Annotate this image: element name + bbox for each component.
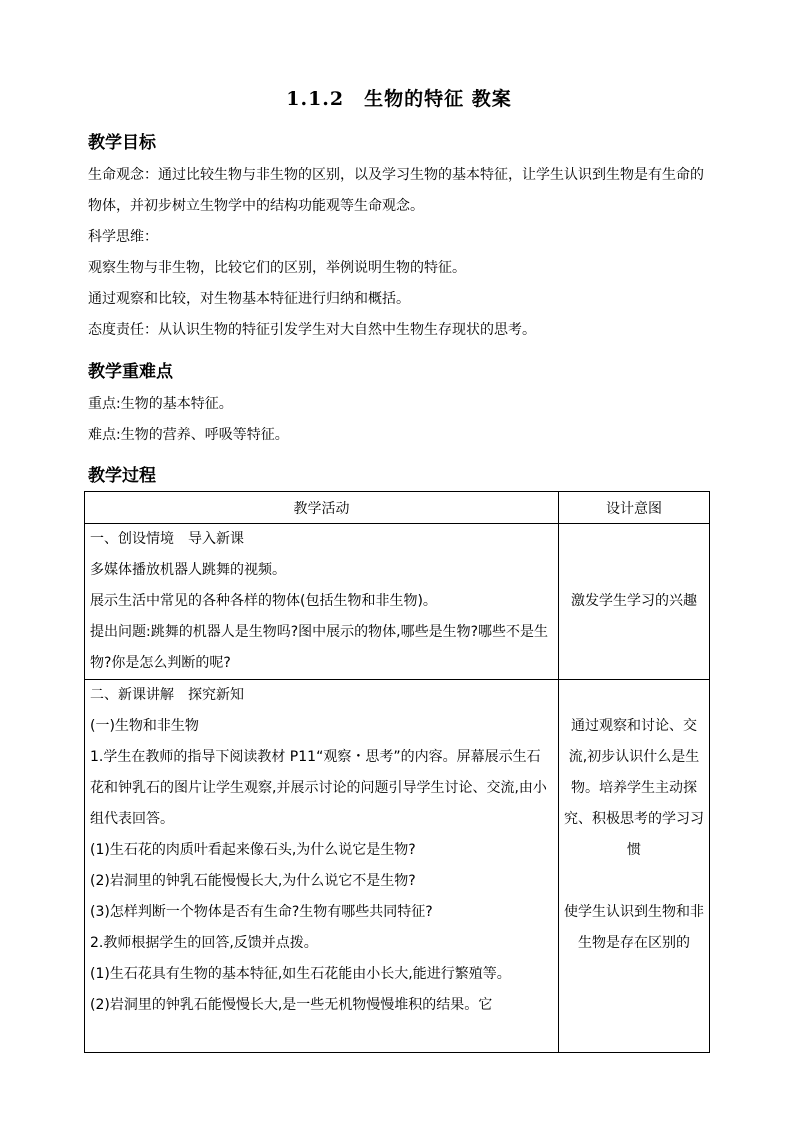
activity-line: 2.教师根据学生的回答,反馈并点拨。 xyxy=(90,935,318,951)
activity-line: (1)生石花的肉质叶看起来像石头,为什么说它是生物? xyxy=(90,842,416,858)
activity-line: 二、新课讲解 探究新知 xyxy=(90,687,244,703)
activity-line: 1.学生在教师的指导下阅读教材 P11“观察・思考”的内容。屏幕展示生石花和钟乳石的图片让学生观察,并展示讨论的问题引导学生讨论、交流,由小组代表回答。 xyxy=(90,749,547,827)
header-teaching-activity: 教学活动 xyxy=(85,492,559,524)
activity-line: (1)生石花具有生物的基本特征,如生石花能由小长大,能进行繁殖等。 xyxy=(90,966,511,982)
heading-teaching-goals: 教学目标 xyxy=(88,133,156,153)
goal-paragraph-2: 科学思维： xyxy=(88,229,158,245)
key-point-line: 重点:生物的基本特征。 xyxy=(88,396,233,412)
activity-line: (一)生物和非生物 xyxy=(90,718,199,734)
activity-line: (2)岩洞里的钟乳石能慢慢长大,是一些无机物慢慢堆积的结果。它 xyxy=(90,997,493,1013)
difficult-point-line: 难点:生物的营养、呼吸等特征。 xyxy=(88,427,289,443)
header-design-intent: 设计意图 xyxy=(559,492,710,524)
goal-paragraph-1: 生命观念：通过比较生物与非生物的区别，以及学习生物的基本特征，让学生认识到生物是有生命的物体，并初步树立生物学中的结构功能观等生命观念。 xyxy=(88,167,704,214)
activity-cell xyxy=(85,680,559,1053)
table-row xyxy=(85,680,710,1053)
heading-teaching-process: 教学过程 xyxy=(88,466,156,486)
intent-cell xyxy=(559,524,710,680)
activity-line: 多媒体播放机器人跳舞的视频。 xyxy=(90,562,286,578)
activity-line: 一、创设情境 导入新课 xyxy=(90,531,244,547)
activity-cell xyxy=(85,524,559,680)
goal-paragraph-5: 态度责任：从认识生物的特征引发学生对大自然中生物生存现状的思考。 xyxy=(88,322,536,338)
teaching-process-table xyxy=(84,491,710,1053)
table-header-row xyxy=(85,492,710,524)
intent-text: 使学生认识到生物和非生物是存在区别的 xyxy=(564,904,704,951)
table-row xyxy=(85,524,710,680)
activity-line: (2)岩洞里的钟乳石能慢慢长大,为什么说它不是生物? xyxy=(90,873,416,889)
intent-text: 激发学生学习的兴趣 xyxy=(571,593,697,609)
intent-cell xyxy=(559,680,710,1053)
goal-paragraph-4: 通过观察和比较，对生物基本特征进行归纳和概括。 xyxy=(88,291,410,307)
intent-text: 通过观察和讨论、交流,初步认识什么是生物。培养学生主动探究、积极思考的学习习惯 xyxy=(564,718,704,858)
activity-line: 展示生活中常见的各种各样的物体(包括生物和非生物)。 xyxy=(90,593,437,609)
goal-paragraph-3: 观察生物与非生物，比较它们的区别，举例说明生物的特征。 xyxy=(88,260,466,276)
page-title: 1.1.2 生物的特征 教案 xyxy=(286,88,512,110)
activity-line: 提出问题:跳舞的机器人是生物吗?图中展示的物体,哪些是生物?哪些不是生物?你是怎么判断的呢? xyxy=(90,624,549,671)
heading-key-points: 教学重难点 xyxy=(88,362,173,382)
activity-line: (3)怎样判断一个物体是否有生命?生物有哪些共同特征? xyxy=(90,904,433,920)
